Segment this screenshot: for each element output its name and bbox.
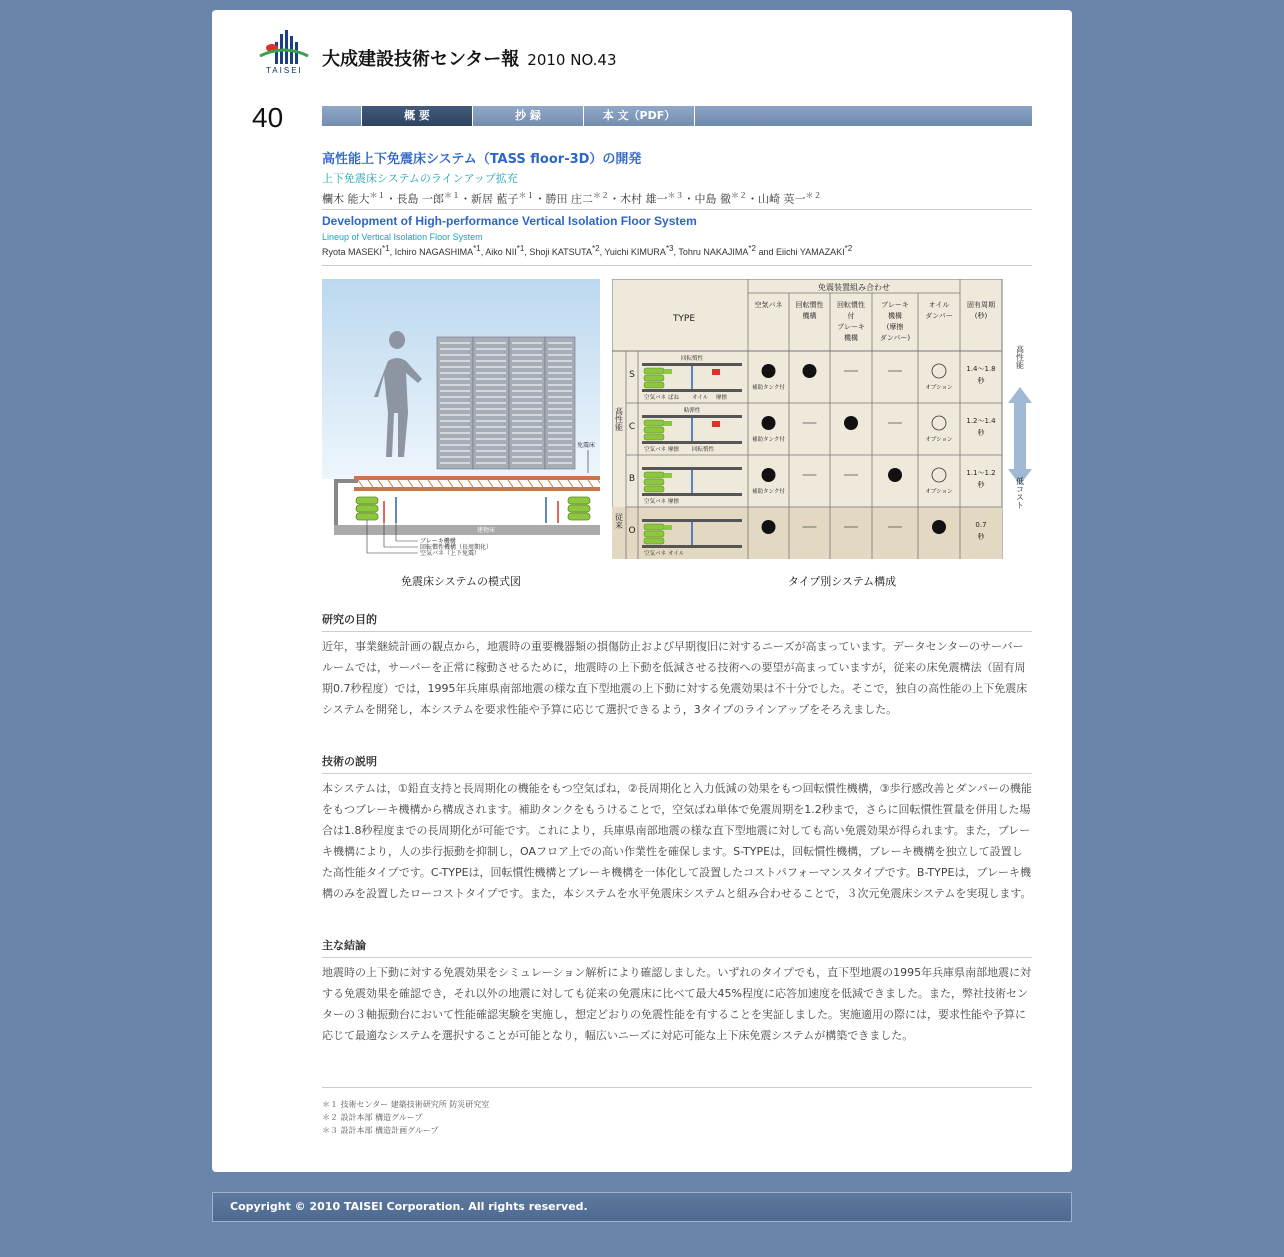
lower-plate — [642, 493, 742, 496]
group-old-label: 従来 — [614, 513, 624, 529]
air-spring — [644, 375, 664, 381]
section-heading-technology: 技術の説明 — [322, 753, 1032, 774]
author-ja: 中島 徹 — [694, 192, 731, 206]
aux-tank — [664, 369, 672, 374]
author-en-mark: *3 — [665, 244, 674, 253]
period-unit: 秒 — [977, 429, 985, 437]
period-unit: 秒 — [977, 377, 985, 385]
aux-tank — [664, 473, 672, 478]
schematic-label: オイル — [668, 551, 685, 557]
tab-bar — [322, 106, 1032, 126]
column-header-line: 回転慣性 — [837, 301, 865, 309]
air-spring — [644, 531, 664, 537]
column-header-line: ダンパー — [925, 312, 953, 320]
author-ja-mark: ＊３ — [667, 191, 684, 200]
period-number: 1.4〜1.8 — [966, 365, 996, 373]
lower-plate — [642, 545, 742, 548]
legend-rotational-inertia: 回転慣性機構（長周期化） — [420, 544, 493, 551]
page-card — [212, 10, 1072, 1172]
publication-name: 大成建設技術センター報 — [322, 49, 520, 70]
column-header-line: 付 — [847, 312, 855, 320]
column-header-line: 機構 — [844, 334, 858, 342]
period-number: 0.7 — [975, 521, 987, 529]
schematic-label: 粘弾性 — [683, 408, 701, 414]
section-text-conclusion: 地震時の上下動に対する免震効果をシミュレーション解析により確認しました。いずれのタイプでも，直下型地震の1995年兵庫県南部地震に対する免震効果を確認でき，それ以外の地震に対しても従来の免震床に比べて最大45%程度に応答加速度を低減できました。また，弊社技術センターの３軸振動台において性能確認実験を実施し，想定どおりの免震性能を有することを実証しました。実施適用の際には，要求性能や予算に応じて最適なシステムを選択することが可能となり，幅広いニーズに対応可能な上下床免震システムが構築できました。 — [322, 966, 1032, 1042]
note-tank: 補助タンク付 — [752, 489, 785, 495]
schematic-label: 回転慣性 — [692, 447, 715, 453]
filled-circle — [932, 520, 946, 534]
note-option: オプション — [925, 489, 953, 495]
footnote-3: ＊３ 設計本部 構造計画グループ — [322, 1126, 439, 1135]
air-spring — [644, 434, 664, 440]
filled-circle — [888, 468, 902, 482]
air-spring — [644, 538, 664, 544]
author-ja-mark: ＊１ — [444, 191, 460, 200]
author-ja-mark: ＊１ — [369, 191, 386, 200]
air-spring — [644, 472, 664, 478]
column-header-line: ブレーキ — [837, 323, 865, 331]
type-label: S — [629, 370, 635, 380]
footnote-1: ＊１ 技術センター 建築技術研究所 防災研究室 — [322, 1100, 490, 1109]
column-header-line: オイル — [928, 301, 950, 309]
author-en-mark: *1 — [473, 244, 481, 253]
air-spring — [644, 382, 664, 388]
inertia-device — [712, 421, 720, 427]
schematic-label: 空気バネ — [644, 395, 667, 401]
schematic-label: 摩擦 — [716, 395, 728, 401]
column-header-line: ブレーキ — [881, 301, 909, 309]
section-text-technology: 本システムは，①鉛直支持と長周期化の機能をもつ空気ばね，②長周期化と入力低減の効果をもつ回転慣性機構，③歩行感改善とダンパーの機能をもつブレーキ機構から構成されます。補助タンクをもうけることで，空気ばね単体で免震周期を1.2秒まで，さらに回転慣性質量を併用した場合は1.8秒程度までの長周期化が可能です。これにより，兵庫県南部地震の様な直下型地震に対しても高い免震効果が得られます。また，ブレーキ機構により，人の歩行振動を抑制し，OAフロア上での高い作業性を確保します。S-TYPEは，回転慣性機構，ブレーキ機構を独立して設置した高性能タイプです。C-TYPEは，回転慣性機構とブレーキ機構を一体化して設置したコストパフォーマンスタイプです。B-TYPEは，ブレーキ機構のみを設置したローコストタイプです。また，本システムを水平免震床システムと組み合わせることで，３次元免震床システムを実現します。 — [322, 782, 1032, 900]
author-ja-mark: ＊２ — [805, 191, 822, 200]
building-floor-label: 建物床 — [477, 527, 496, 534]
author-en: Ryota MASEKI — [322, 247, 383, 257]
authors-en: Ryota MASEKI$^{*1}$, Ichiro NAGASHIMA$^{*1}$, Aiko NII$^{*1}$, Shoji KATSUTA$^{*2}$, Yuichi KIMURA$^{*3}$, Tohru NAKAJIMA$^{*2}$ and Eiichi YAMAZAKI$^{*2}$ — [322, 244, 1032, 266]
air-spring — [644, 368, 664, 374]
note-option: オプション — [925, 385, 953, 391]
type-label: C — [628, 422, 636, 432]
section-heading-purpose: 研究の目的 — [322, 611, 1032, 632]
column-header-line: 機構 — [888, 312, 902, 320]
note-tank: 補助タンク付 — [752, 437, 785, 443]
author-ja-mark: ＊１ — [518, 191, 535, 200]
author-ja-mark: ＊２ — [731, 191, 747, 200]
schematic-label: 空気バネ — [644, 551, 667, 557]
author-en-mark: *1 — [382, 244, 390, 253]
legend-brake: ブレーキ機構 — [420, 538, 456, 545]
author-en: Yuichi KIMURA — [604, 247, 666, 257]
aux-tank — [664, 421, 672, 426]
author-en-mark: *1 — [516, 244, 525, 253]
upper-plate — [642, 519, 742, 522]
isolation-floor-diagram — [322, 279, 600, 559]
author-en-mark: *2 — [592, 244, 600, 253]
footnote-2: ＊２ 設計本部 構造グループ — [322, 1113, 423, 1122]
author-ja: 山崎 英一 — [758, 192, 806, 206]
schematic-label: 摩擦 — [668, 447, 680, 453]
tab-abstract[interactable]: 抄 録 — [473, 106, 584, 126]
authors-ja: 欄木 能大$^{*1}$・長島 一郎$^{*1}$・新居 藍子$^{*1}$・勝田 庄二$^{*2}$・木村 雄一$^{*3}$・中島 徹$^{*2}$・山崎 英一$^{*2}$ — [322, 190, 1032, 210]
article-subtitle-ja: 上下免震床システムのラインアップ拡充 — [322, 172, 518, 185]
note-tank: 補助タンク付 — [752, 385, 785, 391]
copyright: Copyright © 2010 TAISEI Corporation. All rights reserved. — [230, 1200, 588, 1213]
inertia-device — [712, 369, 720, 375]
filled-circle — [762, 520, 776, 534]
schematic-label: オイル — [692, 395, 709, 401]
air-spring — [644, 486, 664, 492]
author-ja: 新居 藍子 — [471, 192, 519, 206]
header-group: 免震装置組み合わせ — [818, 283, 890, 292]
upper-plate — [642, 415, 742, 418]
author-en: Aiko NII — [485, 247, 517, 257]
author-ja-mark: ＊２ — [593, 191, 609, 200]
header-type: TYPE — [672, 314, 696, 324]
author-ja: 長島 一郎 — [396, 192, 444, 206]
period-unit: 秒 — [977, 533, 985, 541]
period-number: 1.1〜1.2 — [966, 469, 996, 477]
section-heading-conclusion: 主な結論 — [322, 937, 1032, 958]
type-label: B — [628, 474, 636, 484]
page-number: 40 — [252, 102, 284, 133]
filled-circle — [762, 364, 776, 378]
arrow-bottom-label: 低コスト — [1015, 477, 1025, 509]
legend-air-spring: 空気バネ（上下免震） — [420, 550, 481, 557]
column-header — [755, 300, 783, 309]
floor-label: 免震床 — [577, 442, 596, 449]
air-spring — [644, 420, 664, 426]
group-high-label: 高性能 — [614, 407, 624, 431]
schematic-label: 空気バネ — [644, 499, 667, 505]
cost-performance-arrow — [1008, 387, 1032, 485]
tab-pdf[interactable]: 本 文（PDF） — [584, 106, 695, 126]
author-en: Tohru NAKAJIMA — [678, 247, 749, 257]
air-springs — [356, 497, 590, 520]
lower-plate — [642, 441, 742, 444]
air-spring — [644, 524, 664, 530]
note-option: オプション — [925, 437, 953, 443]
author-ja: 欄木 能大 — [322, 192, 370, 206]
filled-circle — [762, 416, 776, 430]
type-system-table — [612, 279, 1032, 559]
air-spring — [644, 427, 664, 433]
tab-overview[interactable]: 概 要 — [362, 106, 473, 126]
schematic-label: 回転慣性 — [680, 356, 704, 362]
column-header-line: 回転慣性 — [795, 301, 824, 309]
article-title-en: Development of High-performance Vertical Isolation Floor System — [322, 214, 697, 228]
logo-text: TAISEI — [266, 66, 303, 75]
publication-title — [322, 45, 617, 71]
footnotes — [322, 1087, 1032, 1137]
footer — [212, 1192, 1072, 1222]
lower-plate — [642, 389, 742, 392]
article-title-ja: 高性能上下免震床システム（TASS floor-3D）の開発 — [322, 152, 642, 167]
author-ja: 木村 雄一 — [620, 192, 668, 206]
column-header-line: 空気バネ — [754, 301, 783, 309]
schematic-label: ばね — [668, 395, 680, 401]
author-en: Ichiro NAGASHIMA — [394, 247, 474, 257]
column-header-line: (摩擦 — [886, 323, 904, 331]
column-header-line: ダンパー) — [879, 334, 911, 342]
figure1-caption: 免震床システムの模式図 — [401, 575, 521, 588]
column-header-line: (秒) — [974, 312, 988, 320]
author-en: Eiichi YAMAZAKI — [775, 247, 845, 257]
column-header-line: 固有周期 — [967, 301, 995, 309]
section-text-purpose: 近年，事業継続計画の観点から，地震時の重要機器類の損傷防止および早期復旧に対するニーズが高まっています。データセンターのサーバールームでは，サーバーを正常に稼動させるために，地震時の上下動を低減させる技術への要望が高まっていますが，従来の床免震構法（固有周期0.7秒程度）では，1995年兵庫県南部地震の様な直下型地震の上下動に対する免震効果は不十分でした。そこで，独自の高性能の上下免震床システムを開発し，本システムを要求性能や予算に応じて選択できるよう，3タイプのラインアップをそろえました。 — [322, 640, 1028, 716]
figure2-caption: タイプ別システム構成 — [787, 575, 897, 588]
filled-circle — [844, 416, 858, 430]
author-en-mark: *2 — [844, 244, 853, 253]
filled-circle — [762, 468, 776, 482]
schematic-label: 空気バネ — [644, 447, 667, 453]
column-header-line: 機構 — [802, 312, 817, 320]
schematic-label: 摩擦 — [668, 499, 680, 505]
upper-plate — [642, 363, 742, 366]
tab-spacer — [322, 106, 362, 126]
type-label: O — [628, 526, 636, 536]
upper-plate — [642, 467, 742, 470]
article-subtitle-en: Lineup of Vertical Isolation Floor System — [322, 232, 483, 242]
filled-circle — [803, 364, 817, 378]
aux-tank — [664, 525, 672, 530]
author-en: Shoji KATSUTA — [529, 247, 592, 257]
air-spring — [644, 479, 664, 485]
arrow-top-label: 高性能 — [1015, 345, 1025, 369]
author-en-mark: *2 — [748, 244, 756, 253]
period-unit: 秒 — [977, 481, 985, 489]
author-ja: 勝田 庄二 — [545, 192, 593, 206]
issue-number: 2010 NO.43 — [527, 51, 617, 69]
period-number: 1.2〜1.4 — [966, 417, 996, 425]
